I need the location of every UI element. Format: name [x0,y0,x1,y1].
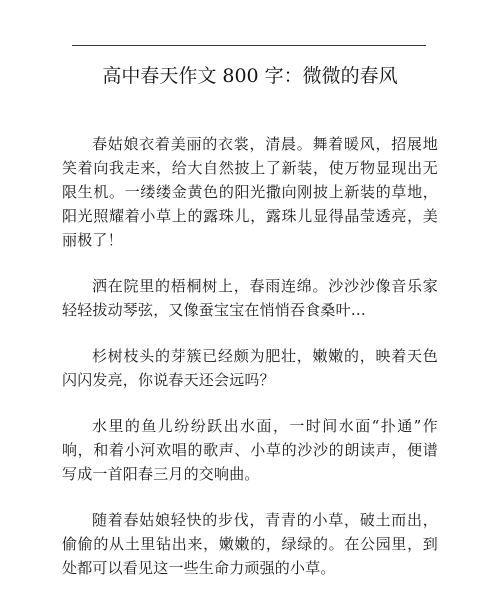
paragraph-1: 春姑娘衣着美丽的衣裳，清晨。舞着暖风，招展地笑着向我走来，给大自然披上了新装，使万物显现出无限生机。一缕缕金黄色的阳光撒向刚披上新装的草地，阳光照耀着小草上的露珠儿，露珠儿显得晶莹透亮，美丽极了！ [62,135,438,249]
paragraph-5: 随着春姑娘轻快的步伐，青青的小草，破土而出，偷偷的从土里钻出来，嫩嫩的，绿绿的。在公园里，到处都可以看见这一些生命力顽强的小草。 [62,511,438,577]
paragraph-4: 水里的鱼儿纷纷跃出水面，一时间水面“扑通”作响，和着小河欢唱的歌声、小草的沙沙的朗读声，便谱写成一首阳春三月的交响曲。 [62,417,438,483]
document-title: 高中春天作文 800 字：微微的春风 [102,65,398,87]
paragraph-2: 洒在院里的梧桐树上，春雨连绵。沙沙沙像音乐家轻轻拔动琴弦，又像蚕宝宝在悄悄吞食桑叶… [62,277,438,319]
document-body [62,132,438,602]
paragraph-3: 杉树枝头的芽簇已经颇为肥壮，嫩嫩的，映着天色闪闪发亮，你说春天还会远吗？ [62,347,438,389]
header-divider [72,45,426,46]
